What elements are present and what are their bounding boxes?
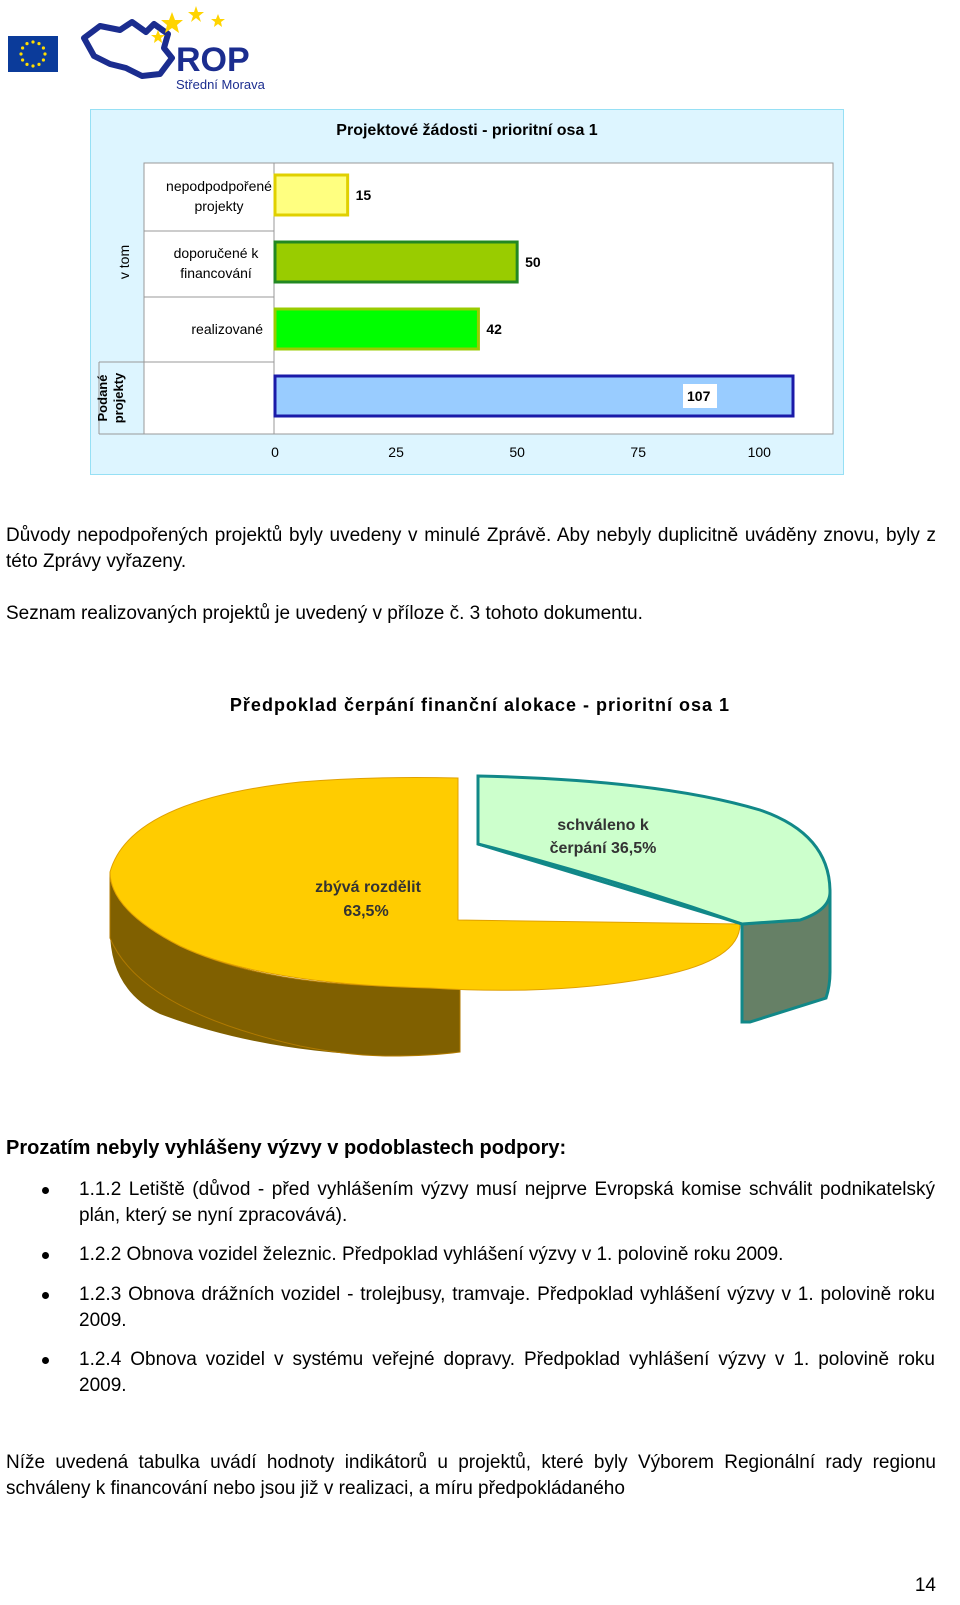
x-tick-label: 75 — [630, 444, 647, 460]
pie-label-remaining-line1: zbývá rozdělit — [315, 879, 421, 896]
pie-chart-svg — [100, 760, 840, 1070]
bar-value-label: 107 — [687, 388, 711, 404]
header-logos — [0, 0, 960, 100]
list-item-text: 1.1.2 Letiště (důvod - před vyhlášením výzvy musí nejprve Evropská komise schválit podnikatelský plán, který se nyní zpracovává). — [79, 1179, 935, 1226]
logo-name: ROP — [176, 41, 250, 79]
list-item-text: 1.2.2 Obnova vozidel železnic. Předpoklad vyhlášení výzvy v 1. polovině roku 2009. — [79, 1244, 784, 1265]
bullet-icon — [42, 1187, 49, 1194]
eu-flag-logo — [8, 36, 58, 72]
bar-value-label: 50 — [525, 254, 541, 270]
paragraph-reasons: Důvody nepodpořených projektů byly uvedeny v minulé Zprávě. Aby nebyly duplicitně uváděny znovu, byly z této Zprávy vyřazeny. — [6, 525, 936, 572]
list-item — [0, 1177, 960, 1229]
bar — [275, 175, 348, 215]
list-item — [0, 1347, 960, 1399]
bar — [275, 309, 478, 349]
bar-value-label: 15 — [355, 187, 372, 203]
bar — [275, 242, 517, 282]
bar-chart-title: Projektové žádosti - prioritní osa 1 — [336, 122, 598, 139]
pie-label-approved-line2: čerpání 36,5% — [549, 840, 657, 857]
paragraph-list-reference: Seznam realizovaných projektů je uvedený v příloze č. 3 tohoto dokumentu. — [6, 603, 643, 624]
paragraph-closing: Níže uvedená tabulka uvádí hodnoty indikátorů u projektů, které byly Výborem Regionální rady regionu schváleny k financování nebo jsou již v realizaci, a míru předpokládaného — [6, 1452, 936, 1499]
x-tick-label: 100 — [747, 444, 771, 460]
bar-value-label: 42 — [486, 321, 502, 337]
list-item — [0, 1242, 960, 1268]
rop-logo — [80, 4, 280, 96]
page-number: 14 — [914, 1575, 936, 1596]
group-label-podane — [95, 372, 126, 423]
logo-region: Střední Morava — [176, 77, 265, 92]
bullet-icon — [42, 1252, 49, 1259]
list-item-text: 1.2.3 Obnova drážních vozidel - trolejbusy, tramvaje. Předpoklad vyhlášení výzvy v 1. polovině roku 2009. — [79, 1284, 935, 1331]
list-item-text: 1.2.4 Obnova vozidel v systému veřejné dopravy. Předpoklad vyhlášení výzvy v 1. polovině roku 2009. — [79, 1349, 935, 1396]
bullet-icon — [42, 1357, 49, 1364]
pie-label-remaining-line2: 63,5% — [343, 903, 389, 920]
eu-stars-icon — [8, 36, 58, 72]
bar-chart-svg — [91, 110, 843, 474]
pie-chart-title: Předpoklad čerpání finanční alokace - prioritní osa 1 — [229, 695, 731, 715]
x-tick-label: 0 — [271, 444, 279, 460]
map-outline-icon — [84, 22, 172, 76]
pie-label-approved-line1: schváleno k — [557, 817, 649, 834]
category-label: doporučené k financování — [173, 245, 259, 281]
svg-text:Podanéprojekty: Podanéprojekty — [95, 372, 126, 424]
bar-chart — [90, 109, 844, 475]
x-tick-label: 50 — [509, 444, 525, 460]
stars-icon — [151, 6, 225, 43]
category-label: realizované — [191, 321, 263, 337]
group-label-vtom: v tom — [116, 244, 132, 280]
section-heading: Prozatím nebyly vyhlášeny výzvy v podoblastech podpory: — [6, 1137, 567, 1159]
x-tick-label: 25 — [388, 444, 404, 460]
bullet-icon — [42, 1292, 49, 1299]
list-item — [0, 1282, 960, 1334]
category-label: nepodpodpořené projekty — [166, 178, 272, 214]
